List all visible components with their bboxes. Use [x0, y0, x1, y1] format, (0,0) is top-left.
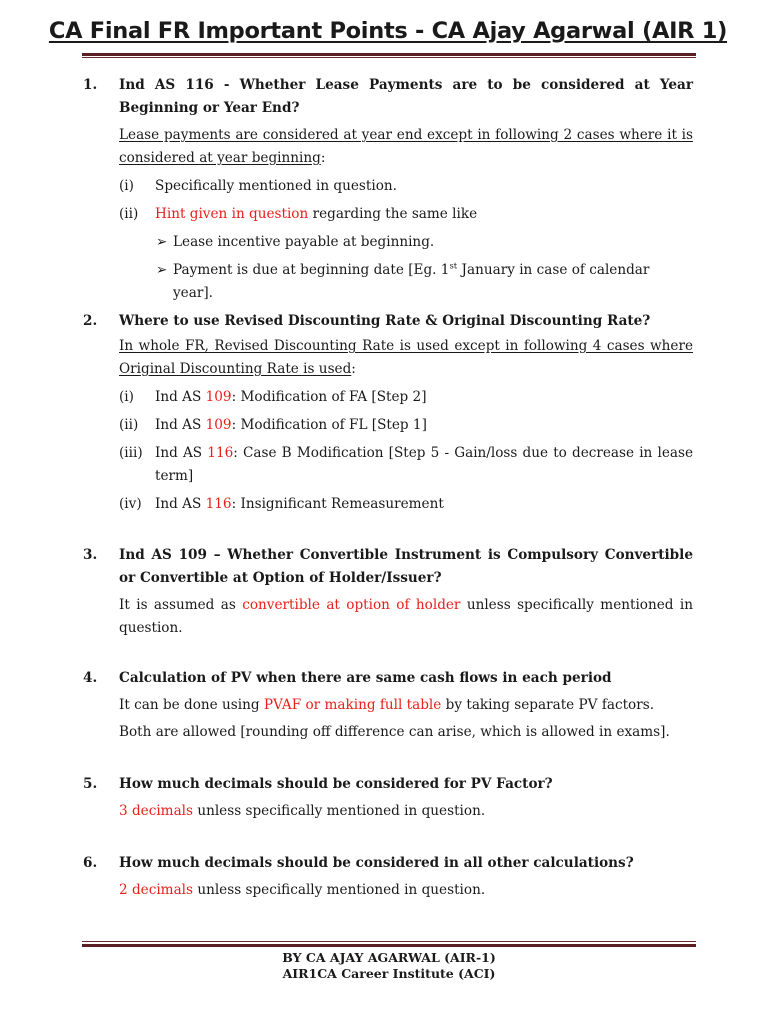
question-4 [83, 667, 693, 744]
header-rule-thick [82, 53, 696, 56]
answer-text: unless specifically mentioned in question. [193, 882, 486, 898]
bullet-text: January in case of calendar year]. [173, 262, 650, 301]
footer-rule-thick [82, 944, 696, 947]
item-text: Ind AS [155, 417, 206, 433]
question-1-intro [83, 124, 693, 170]
footer-rule-thin [82, 941, 696, 942]
roman-numeral: (i) [119, 178, 134, 194]
question-5 [83, 773, 693, 823]
highlight-text: 116 [207, 445, 234, 461]
highlight-text: 109 [205, 417, 232, 433]
question-2-intro [83, 335, 693, 381]
highlight-text: convertible at option of holder [242, 597, 461, 613]
question-number: 4. [83, 670, 98, 686]
list-item [83, 203, 693, 226]
question-2 [83, 310, 693, 516]
list-item [83, 442, 693, 488]
highlight-text: PVAF or making full table [263, 697, 442, 713]
question-number: 5. [83, 776, 98, 792]
item-text: Ind AS [155, 389, 206, 405]
question-number: 2. [83, 313, 98, 329]
roman-numeral: (iii) [119, 445, 143, 461]
question-number: 6. [83, 855, 98, 871]
arrow-bullet-icon: ➢ [156, 234, 168, 250]
answer-text: by taking separate PV factors. [441, 697, 655, 713]
roman-numeral: (i) [119, 389, 134, 405]
question-2-heading [83, 310, 693, 333]
roman-numeral: (iv) [119, 496, 142, 512]
question-4-heading [83, 667, 693, 690]
list-item [83, 386, 693, 409]
answer-text: It is assumed as [119, 597, 243, 613]
question-number: 1. [83, 77, 98, 93]
question-1 [83, 74, 693, 305]
item-text: Ind AS [155, 445, 208, 461]
page-footer [82, 950, 696, 982]
roman-numeral: (ii) [119, 417, 139, 433]
bullet-item [83, 259, 693, 305]
bullet-text: Payment is due at beginning date [Eg. 1 [173, 262, 450, 278]
answer-text: unless specifically mentioned in question. [119, 597, 693, 636]
footer-institute: AIR1CA Career Institute (ACI) [282, 966, 496, 981]
item-text: Specifically mentioned in question. [155, 178, 397, 194]
heading-text: How much decimals should be considered for PV Factor? [119, 776, 553, 792]
page-title: CA Final FR Important Points - CA Ajay Agarwal (AIR 1) [48, 18, 728, 44]
answer-text: Both are allowed [rounding off difference can arise, which is allowed in exams]. [119, 724, 670, 740]
item-text: : Insignificant Remeasurement [231, 496, 444, 512]
intro-text: Lease payments are considered at year end except in following 2 cases where it is considered at year beginning [119, 127, 693, 166]
item-text: : Case B Modification [Step 5 - Gain/loss due to decrease in lease term] [155, 445, 693, 484]
item-text: Ind AS [155, 496, 206, 512]
answer-text: It can be done using [119, 697, 264, 713]
highlight-text: 2 decimals [119, 882, 193, 898]
roman-numeral: (ii) [119, 206, 139, 222]
list-item [83, 414, 693, 437]
question-4-answer [83, 694, 693, 717]
heading-text: Ind AS 109 – Whether Convertible Instrument is Compulsory Convertible or Convertible at Option of Holder/Issuer? [119, 547, 693, 586]
question-3-answer [83, 594, 693, 640]
list-item [83, 493, 693, 516]
highlight-text: 3 decimals [119, 803, 193, 819]
highlight-text: 116 [205, 496, 232, 512]
question-6 [83, 852, 693, 902]
heading-text: Where to use Revised Discounting Rate & Original Discounting Rate? [119, 313, 651, 329]
question-3 [83, 544, 693, 640]
bullet-text: Lease incentive payable at beginning. [173, 234, 435, 250]
question-1-heading [83, 74, 693, 120]
heading-text: Ind AS 116 - Whether Lease Payments are to be considered at Year Beginning or Year End? [119, 77, 693, 116]
superscript: st [449, 261, 458, 272]
question-5-answer [83, 800, 693, 823]
heading-text: Calculation of PV when there are same cash flows in each period [119, 670, 612, 686]
question-4-note [83, 721, 693, 744]
intro-suffix: : [351, 361, 356, 377]
intro-suffix: : [320, 150, 326, 166]
question-6-answer [83, 879, 693, 902]
arrow-bullet-icon: ➢ [156, 262, 168, 278]
item-text: : Modification of FL [Step 1] [231, 417, 427, 433]
item-text: regarding the same like [308, 206, 478, 222]
header-rule-thin [82, 57, 696, 58]
footer-author: BY CA AJAY AGARWAL (AIR-1) [282, 950, 496, 965]
highlight-text: Hint given in question [155, 206, 309, 222]
intro-text: In whole FR, Revised Discounting Rate is used except in following 4 cases where Original Discounting Rate is used [119, 338, 693, 377]
bullet-item [83, 231, 693, 254]
item-text: : Modification of FA [Step 2] [231, 389, 427, 405]
question-3-heading [83, 544, 693, 590]
heading-text: How much decimals should be considered in all other calculations? [119, 855, 634, 871]
highlight-text: 109 [205, 389, 232, 405]
question-5-heading [83, 773, 693, 796]
list-item [83, 175, 693, 198]
question-6-heading [83, 852, 693, 875]
answer-text: unless specifically mentioned in question. [193, 803, 486, 819]
question-number: 3. [83, 547, 98, 563]
